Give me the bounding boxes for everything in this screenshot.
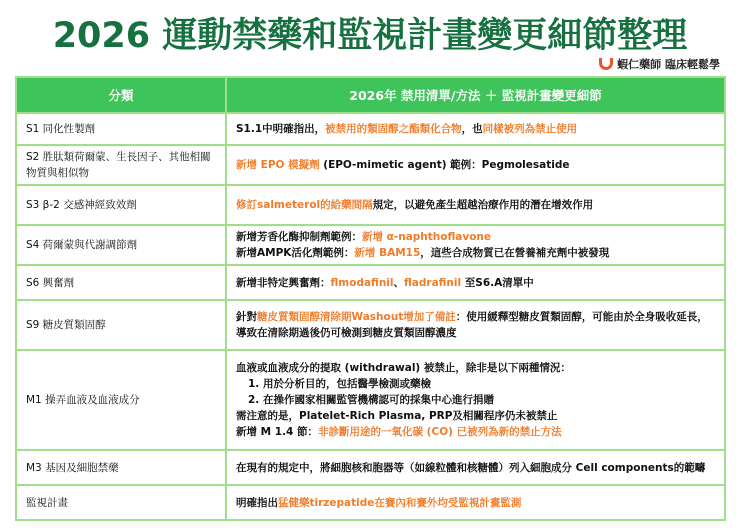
- detail-line: [236, 229, 715, 245]
- detail-line: [236, 424, 715, 440]
- category-cell: 監視計畫: [16, 485, 226, 520]
- detail-line: [236, 275, 715, 291]
- page-title: 2026 運動禁藥和監視計畫變更細節整理: [52, 16, 688, 56]
- table-row: [16, 113, 725, 145]
- table-row: [16, 350, 725, 450]
- table-row: [16, 265, 725, 300]
- detail-text: S1.1中明確指出，: [236, 123, 326, 135]
- detail-cell: [226, 265, 725, 300]
- detail-cell: [226, 350, 725, 450]
- detail-cell: [226, 225, 725, 265]
- detail-line: [236, 197, 715, 213]
- category-cell: S1 同化性製劑: [16, 113, 226, 145]
- detail-text: 新增非特定興奮劑：: [236, 276, 331, 289]
- category-cell: M1 操弄血液及血液成分: [16, 350, 226, 450]
- detail-cell: [226, 145, 725, 185]
- category-cell: S9 糖皮質類固醇: [16, 300, 226, 350]
- detail-text: ，這些合成物質已在營養補充劑中被發現: [420, 247, 610, 259]
- highlighted-text: 被禁用的類固醇之酯類化合物: [325, 123, 462, 135]
- highlighted-text: 新增 EPO 模擬劑: [236, 159, 320, 171]
- header-details: 2026年 禁用清單/方法 ＋ 監視計畫變更細節: [226, 77, 725, 113]
- detail-cell: [226, 450, 725, 485]
- detail-line: [236, 121, 715, 137]
- brand-label: 蝦仁藥師 臨床輕鬆學: [617, 58, 720, 71]
- detail-line: [236, 376, 715, 392]
- detail-text: 血液或血液成分的提取 (withdrawal) 被禁止，除非是以下兩種情況：: [236, 362, 571, 374]
- header-category: 分類: [16, 77, 226, 113]
- category-cell: S2 胜肽類荷爾蒙、生長因子、其他相關物質與相似物: [16, 145, 226, 185]
- detail-text: 在現有的規定中，將細胞核和胞器等（如線粒體和核糖體）列入細胞成分 Cell components的範疇: [236, 461, 706, 474]
- table-header-row: [16, 77, 725, 113]
- detail-text: ：使用緩釋型糖皮質類固醇，可能由於全身吸收延長，導致在清除期過後仍可檢測到糖皮質類固醇濃度: [236, 311, 708, 339]
- highlighted-text: 修訂salmeterol的給藥間隔: [236, 199, 373, 211]
- detail-text: ，也: [461, 123, 483, 135]
- highlighted-text: fladrafinil: [404, 276, 462, 289]
- detail-text: 2. 在操作國家相關監管機構認可的採集中心進行捐贈: [248, 394, 494, 406]
- category-cell: S4 荷爾蒙與代謝調節劑: [16, 225, 226, 265]
- detail-text: 、: [393, 276, 404, 289]
- detail-text: (EPO-mimetic agent) 範例：Pegmolesatide: [319, 159, 570, 171]
- detail-cell: [226, 300, 725, 350]
- highlighted-text: 猛健樂tirzepatide在賽內和賽外均受監視計畫監測: [278, 496, 522, 509]
- detail-line: [236, 460, 715, 476]
- table-row: [16, 225, 725, 265]
- detail-line: [236, 392, 715, 408]
- table-row: [16, 145, 725, 185]
- category-cell: S6 興奮劑: [16, 265, 226, 300]
- category-cell: S3 β-2 交感神經致效劑: [16, 185, 226, 225]
- detail-text: 明確指出: [236, 496, 278, 509]
- table-row: [16, 485, 725, 520]
- detail-text: 1. 用於分析目的，包括醫學檢測或藥檢: [248, 378, 431, 390]
- highlighted-text: 新增 BAM15: [354, 247, 421, 259]
- detail-text: 針對: [236, 311, 257, 323]
- detail-line: [236, 245, 715, 261]
- highlighted-text: 同樣被列為禁止使用: [482, 123, 578, 135]
- detail-line: [236, 157, 715, 173]
- highlighted-text: flmodafinil: [330, 276, 394, 289]
- highlighted-text: 糖皮質類固醇清除期Washout增加了備註: [257, 311, 456, 323]
- detail-line: [236, 360, 715, 376]
- highlighted-text: 非診斷用途的一氧化碳 (CO) 已被列為新的禁止方法: [318, 426, 562, 438]
- detail-text: 新增 M 1.4 節：: [236, 426, 319, 438]
- detail-text: 新增AMPK活化劑範例：: [236, 247, 355, 259]
- detail-line: [236, 309, 715, 341]
- shrimp-logo-icon: [599, 58, 613, 70]
- detail-line: [236, 408, 715, 424]
- detail-text: 規定，以避免產生超越治療作用的潛在增效作用: [372, 199, 594, 211]
- detail-text: 需注意的是，Platelet-Rich Plasma, PRP及相關程序仍未被禁止: [236, 410, 558, 422]
- detail-cell: [226, 185, 725, 225]
- table-row: [16, 185, 725, 225]
- highlighted-text: 新增 α-naphthoflavone: [362, 231, 492, 243]
- detail-cell: [226, 485, 725, 520]
- table-row: [16, 450, 725, 485]
- detail-cell: [226, 113, 725, 145]
- changes-table: [15, 76, 726, 521]
- detail-line: [236, 495, 715, 511]
- detail-text: 新增芳香化酶抑制劑範例：: [236, 231, 362, 243]
- category-cell: M3 基因及細胞禁藥: [16, 450, 226, 485]
- brand: [599, 56, 720, 72]
- table-row: [16, 300, 725, 350]
- detail-text: 至S6.A清單中: [461, 276, 534, 289]
